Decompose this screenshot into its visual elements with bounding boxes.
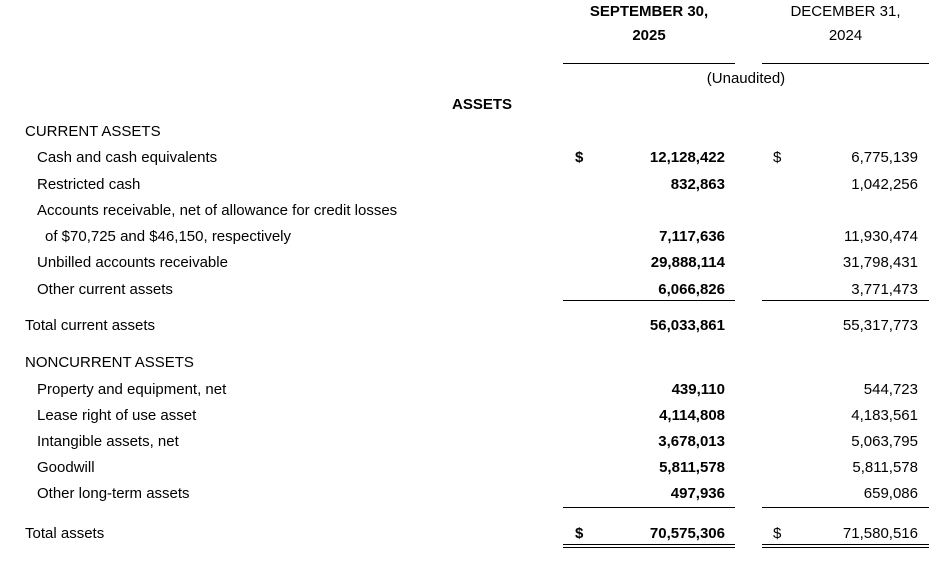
double-underline	[563, 544, 735, 548]
value-2025: 29,888,114	[650, 254, 725, 271]
section-title: ASSETS	[451, 96, 512, 113]
col-2024-header: DECEMBER 31,	[790, 3, 901, 20]
divider	[563, 63, 735, 64]
total-assets-2025: 70,575,306	[649, 525, 725, 542]
subtotal-rule	[563, 300, 735, 301]
col-2025-year: 2025	[632, 27, 666, 44]
currency-symbol: $	[575, 149, 584, 166]
total-current-label: Total current assets	[25, 317, 156, 334]
total-assets-label: Total assets	[25, 525, 105, 542]
value-2025: 3,678,013	[658, 433, 725, 450]
value-2024: 1,042,256	[851, 176, 918, 193]
double-underline	[762, 544, 929, 548]
value-2024: 3,771,473	[851, 281, 918, 298]
row-label: Goodwill	[37, 459, 95, 476]
row-label: Other long-term assets	[37, 485, 190, 502]
currency-symbol: $	[773, 525, 782, 542]
row-label: Property and equipment, net	[37, 381, 227, 398]
row-label: Lease right of use asset	[37, 407, 197, 424]
divider	[762, 63, 929, 64]
value-2024: 5,811,578	[852, 459, 918, 476]
row-label-cont: of $70,725 and $46,150, respectively	[45, 228, 292, 245]
subtotal-rule	[563, 507, 735, 508]
value-2024: 4,183,561	[851, 407, 918, 424]
value-2024: 11,930,474	[844, 228, 918, 245]
value-2024: 6,775,139	[851, 149, 918, 166]
unaudited-label: (Unaudited)	[706, 70, 786, 87]
row-label: Restricted cash	[37, 176, 141, 193]
row-label: Intangible assets, net	[37, 433, 179, 450]
col-2024-year: 2024	[828, 27, 863, 44]
value-2025: 439,110	[671, 381, 725, 398]
value-2024: 31,798,431	[842, 254, 918, 271]
col-2025-header: SEPTEMBER 30,	[589, 3, 709, 20]
value-2025: 832,863	[670, 176, 725, 193]
value-2024: 659,086	[863, 485, 918, 502]
total-assets-2024: 71,580,516	[842, 525, 918, 542]
row-label: Unbilled accounts receivable	[37, 254, 228, 271]
noncurrent-assets-heading: NONCURRENT ASSETS	[25, 354, 194, 371]
value-2025: 7,117,636	[659, 228, 725, 245]
value-2025: 6,066,826	[658, 281, 725, 298]
value-2025: 4,114,808	[659, 407, 725, 424]
value-2024: 5,063,795	[851, 433, 918, 450]
value-2025: 497,936	[670, 485, 725, 502]
total-current-2025: 56,033,861	[649, 317, 725, 334]
value-2024: 544,723	[863, 381, 918, 398]
subtotal-rule	[762, 507, 929, 508]
current-assets-heading: CURRENT ASSETS	[25, 123, 161, 140]
row-label: Accounts receivable, net of allowance for credit losses	[37, 202, 398, 219]
currency-symbol: $	[773, 149, 782, 166]
subtotal-rule	[762, 300, 929, 301]
total-current-2024: 55,317,773	[842, 317, 918, 334]
currency-symbol: $	[575, 525, 584, 542]
value-2025: 5,811,578	[659, 459, 725, 476]
row-label: Other current assets	[37, 281, 173, 298]
row-label: Cash and cash equivalents	[37, 149, 218, 166]
value-2025: 12,128,422	[649, 149, 725, 166]
